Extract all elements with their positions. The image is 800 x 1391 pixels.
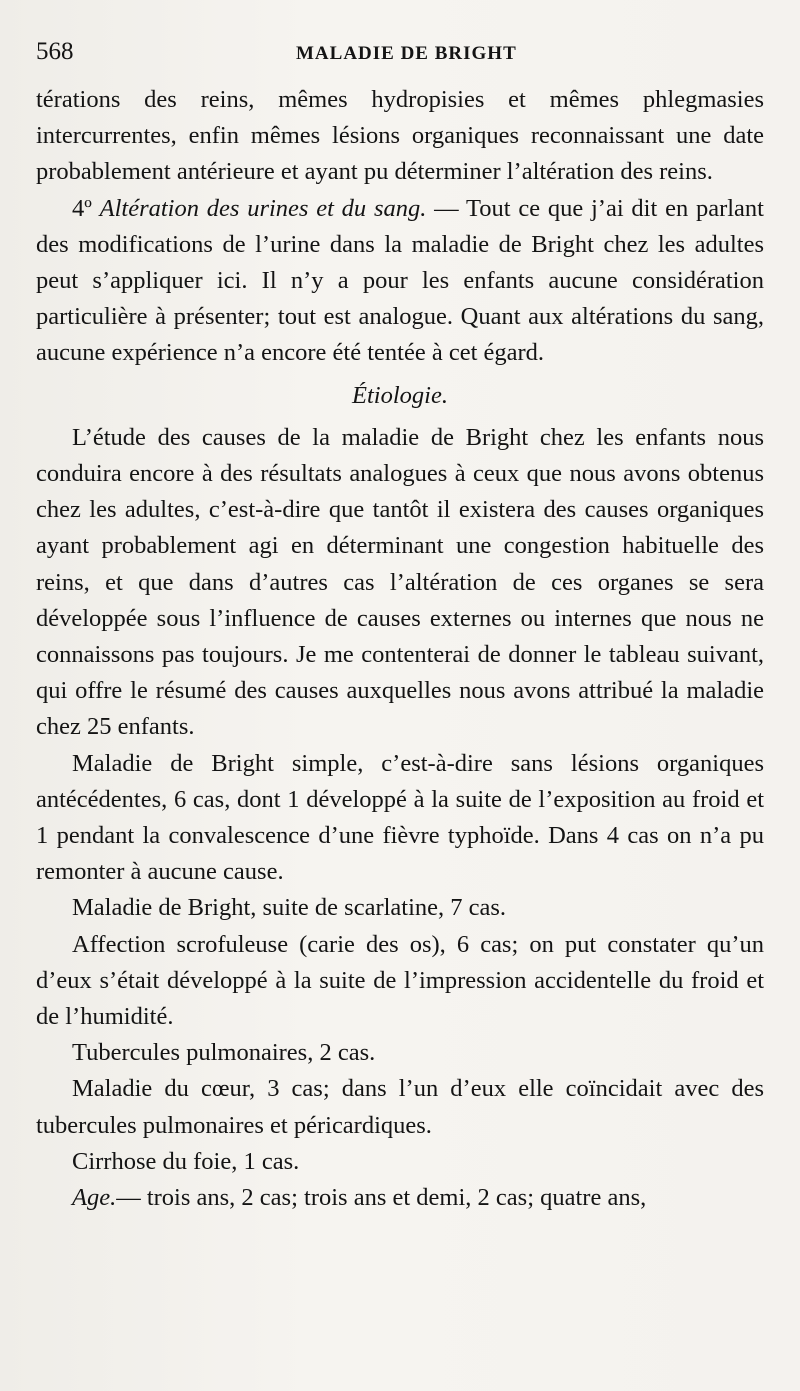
paragraph-cirrhose: Cirrhose du foie, 1 cas.: [72, 1147, 300, 1175]
heading-text: Étiologie.: [352, 381, 448, 409]
section-body: — Tout ce que j’ai dit en parlant des modifications de l’urine dans la maladie de Bright chez les adultes peut s’appliquer ici. Il n’y a pour les enfants aucune considération particulière à présenter; tout est analogue. Quant aux altérations du sang, aucune expérience n’a encore été tentée à cet égard.: [36, 194, 764, 367]
section-heading-etiologie: [36, 378, 764, 414]
paragraph-continuation: térations des reins, mêmes hydropisies et mêmes phlegmasies intercurrentes, enfin mêmes lésions organiques reconnaissant une date probablement antérieure et ayant pu déterminer l’altération des reins.: [36, 86, 764, 186]
paragraph-scarlatine: Maladie de Bright, suite de scarlatine, 7 cas.: [72, 894, 507, 922]
paragraph-age: [36, 1180, 764, 1216]
body-text: [36, 82, 764, 1216]
paragraph-etiologie: L’étude des causes de la maladie de Bright chez les enfants nous conduira encore à des résultats analogues à ceux que nous avons obtenus chez les adultes, c’est-à-dire que tantôt il existera des causes organiques ayant probablement agi en déterminant une congestion habituelle des reins, et que dans d’autres cas l’altération de ces organes se sera développée sous l’influence de causes externes ou internes que nous ne connaissons pas toujours. Je me contenterai de donner le tableau suivant, qui offre le résumé des causes auxquelles nous avons attribué la maladie chez 25 enfants.: [36, 423, 764, 741]
paragraph-scrofuleuse: Affection scrofuleuse (carie des os), 6 cas; on put constater qu’un d’eux s’était développé à la suite de l’impression accidentelle du froid et de l’humidité.: [36, 930, 764, 1031]
section-number: 4º: [72, 194, 100, 222]
paragraph-coeur: Maladie du cœur, 3 cas; dans l’un d’eux elle coïncidait avec des tubercules pulmonaires et péricardiques.: [36, 1075, 764, 1139]
age-label: Age.: [72, 1184, 117, 1212]
age-body: — trois ans, 2 cas; trois ans et demi, 2 cas; quatre ans,: [116, 1184, 647, 1212]
section-title: Altération des urines et du sang.: [99, 194, 427, 222]
paragraph-tubercules: Tubercules pulmonaires, 2 cas.: [72, 1039, 376, 1067]
page-number: 568: [36, 38, 74, 65]
paragraph-urines-sang: [36, 191, 764, 372]
page-header: [36, 38, 764, 78]
paragraph-bright-simple: Maladie de Bright simple, c’est-à-dire sans lésions organiques antécédentes, 6 cas, dont 1 développé à la suite de l’exposition au froid et 1 pendant la convalescence d’une fièvre typhoïde. Dans 4 cas on n’a pu remonter à aucune cause.: [36, 749, 764, 886]
running-head: MALADIE DE BRIGHT: [296, 43, 517, 64]
